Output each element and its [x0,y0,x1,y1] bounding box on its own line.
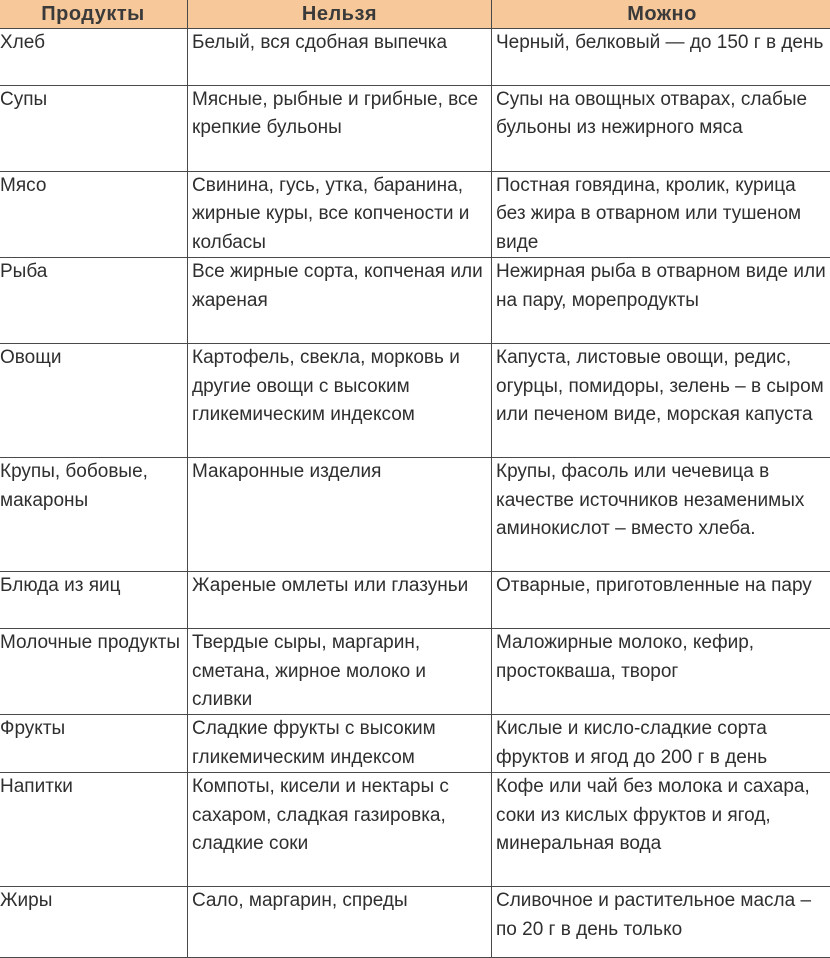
cell-forbidden: Картофель, свекла, морковь и другие овощи с высоким гликемическим индексом [188,344,492,458]
cell-forbidden: Свинина, гусь, утка, баранина, жирные куры, все копчености и колбасы [188,172,492,258]
table-row [0,29,830,86]
cell-forbidden: Сало, маргарин, спреды [188,887,492,958]
cell-allowed: Кислые и кисло-сладкие сорта фруктов и ягод до 200 г в день [492,715,830,773]
table-row [0,258,830,344]
cell-allowed: Отварные, приготовленные на пару [492,572,830,629]
cell-product: Блюда из яиц [0,572,188,629]
cell-product: Овощи [0,344,188,458]
cell-forbidden: Компоты, кисели и нектары с сахаром, сладкая газировка, сладкие соки [188,773,492,887]
cell-product: Жиры [0,887,188,958]
table-row [0,572,830,629]
table-row [0,773,830,887]
cell-allowed: Черный, белковый — до 150 г в день [492,29,830,86]
cell-product: Супы [0,86,188,172]
cell-forbidden: Жареные омлеты или глазуньи [188,572,492,629]
header-row [0,0,830,29]
table-body [0,29,830,958]
cell-allowed: Кофе или чай без молока и сахара, соки из кислых фруктов и ягод, минеральная вода [492,773,830,887]
cell-product: Фрукты [0,715,188,773]
table-row [0,458,830,572]
cell-forbidden: Все жирные сорта, копченая или жареная [188,258,492,344]
header-products: Продукты [0,0,188,29]
table-row [0,86,830,172]
cell-product: Мясо [0,172,188,258]
cell-allowed: Маложирные молоко, кефир, простокваша, творог [492,629,830,715]
cell-product: Крупы, бобовые, макароны [0,458,188,572]
cell-allowed: Супы на овощных отварах, слабые бульоны из нежирного мяса [492,86,830,172]
table-header [0,0,830,29]
cell-allowed: Крупы, фасоль или чечевица в качестве источников незаменимых аминокислот – вместо хлеба. [492,458,830,572]
cell-forbidden: Сладкие фрукты с высоким гликемическим индексом [188,715,492,773]
cell-allowed: Капуста, листовые овощи, редис, огурцы, помидоры, зелень – в сыром или печеном виде, морская капуста [492,344,830,458]
cell-forbidden: Макаронные изделия [188,458,492,572]
cell-forbidden: Твердые сыры, маргарин, сметана, жирное молоко и сливки [188,629,492,715]
header-forbidden: Нельзя [188,0,492,29]
table-row [0,629,830,715]
cell-product: Хлеб [0,29,188,86]
cell-allowed: Постная говядина, кролик, курица без жира в отварном или тушеном виде [492,172,830,258]
table-row [0,715,830,773]
cell-forbidden: Белый, вся сдобная выпечка [188,29,492,86]
cell-product: Напитки [0,773,188,887]
header-allowed: Можно [492,0,830,29]
table-row [0,172,830,258]
cell-forbidden: Мясные, рыбные и грибные, все крепкие бульоны [188,86,492,172]
table-row [0,887,830,958]
cell-allowed: Сливочное и растительное масла – по 20 г в день только [492,887,830,958]
cell-product: Молочные продукты [0,629,188,715]
cell-product: Рыба [0,258,188,344]
cell-allowed: Нежирная рыба в отварном виде или на пару, морепродукты [492,258,830,344]
table-row [0,344,830,458]
